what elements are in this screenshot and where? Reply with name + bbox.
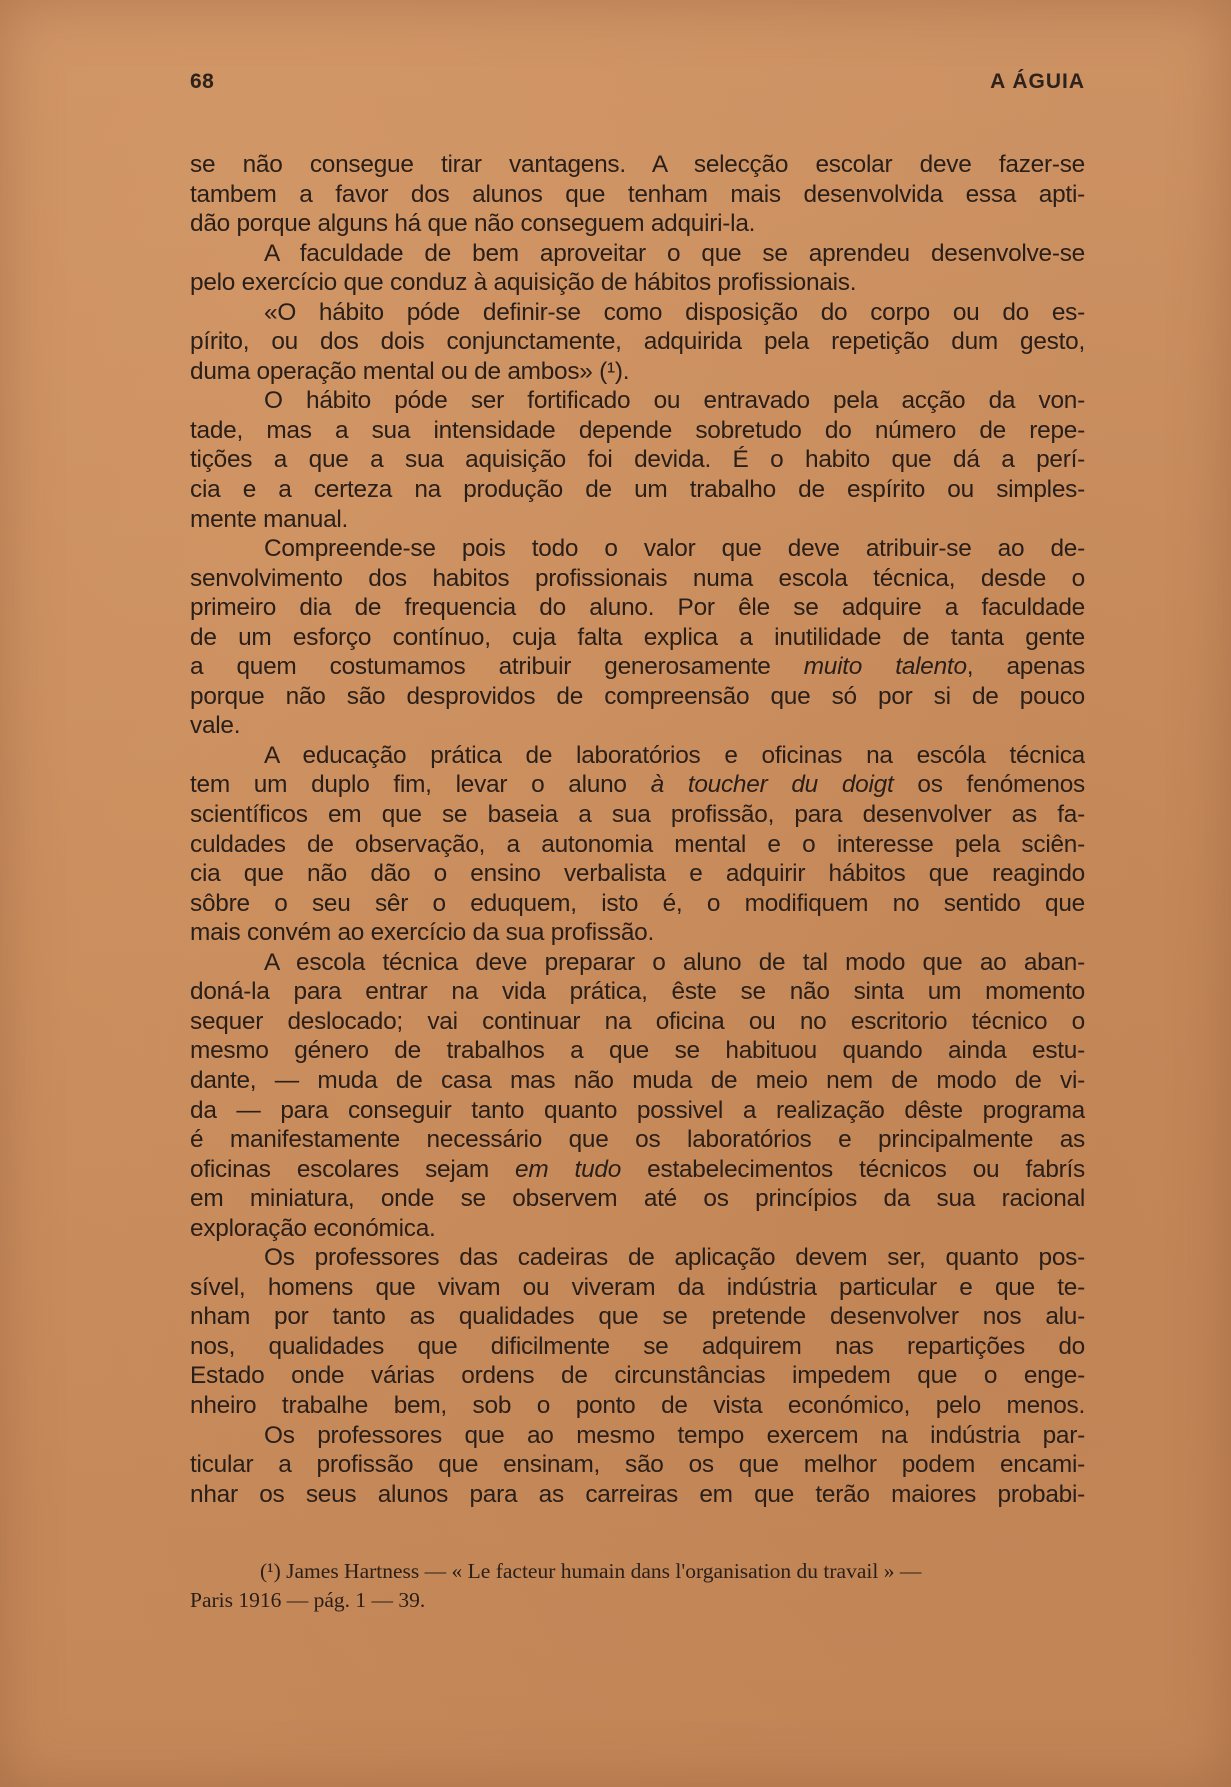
italic-phrase: à toucher du doigt bbox=[650, 771, 894, 799]
italic-phrase: em tudo bbox=[515, 1155, 622, 1183]
text-line: scientíficos em que se baseia a sua profissão, para desenvolver as fa- bbox=[190, 801, 1085, 829]
text-line: nos, qualidades que dificilmente se adquirem nas repartições do bbox=[190, 1332, 1085, 1360]
text-line: pírito, ou dos dois conjunctamente, adquirida pela repetição dum gesto, bbox=[190, 328, 1085, 356]
page-number: 68 bbox=[190, 70, 215, 93]
text-line: vale. bbox=[190, 712, 241, 740]
text-line: primeiro dia de frequencia do aluno. Por êle se adquire a faculdade bbox=[190, 594, 1085, 622]
text-line: mais convém ao exercício da sua profissão. bbox=[190, 919, 654, 947]
text-line-with-italic: tem um duplo fim, levar o aluno à toucher du doigt os fenómenos bbox=[190, 771, 1085, 799]
text-line: ticular a profissão que ensinam, são os que melhor podem encami- bbox=[190, 1451, 1085, 1479]
text-line: da — para conseguir tanto quanto possivel a realização dêste programa bbox=[190, 1096, 1085, 1124]
text-line: mesmo género de trabalhos a que se habituou quando ainda estu- bbox=[190, 1037, 1085, 1065]
text-line: sequer deslocado; vai continuar na oficina ou no escritorio técnico o bbox=[190, 1007, 1085, 1035]
text-line: nhar os seus alunos para as carreiras em que terão maiores probabi- bbox=[190, 1480, 1085, 1508]
text-line: A escola técnica deve preparar o aluno de tal modo que ao aban- bbox=[264, 948, 1085, 976]
text-line: sôbre o seu sêr o eduquem, isto é, o modifiquem no sentido que bbox=[190, 889, 1085, 917]
text-line: em miniatura, onde se observem até os princípios da sua racional bbox=[190, 1185, 1085, 1213]
body-text bbox=[190, 150, 1085, 1509]
text-line: dante, — muda de casa mas não muda de meio nem de modo de vi- bbox=[190, 1066, 1085, 1094]
text-line: Estado onde várias ordens de circunstâncias impedem que o enge- bbox=[190, 1362, 1085, 1390]
text-line: de um esforço contínuo, cuja falta explica a inutilidade de tanta gente bbox=[190, 623, 1085, 651]
text-line: porque não são desprovidos de compreensão que só por si de pouco bbox=[190, 682, 1085, 710]
text-line: tições a que a sua aquisição foi devida. É o habito que dá a perí- bbox=[190, 446, 1085, 474]
text-line: nham por tanto as qualidades que se pretende desenvolver nos alu- bbox=[190, 1303, 1085, 1331]
text-line: dão porque alguns há que não conseguem adquiri-la. bbox=[190, 210, 756, 238]
text-line: sível, homens que vivam ou viveram da indústria particular e que te- bbox=[190, 1273, 1085, 1301]
text-line: doná-la para entrar na vida prática, êste se não sinta um momento bbox=[190, 978, 1085, 1006]
text-line: nheiro trabalhe bem, sob o ponto de vista económico, pelo menos. bbox=[190, 1391, 1085, 1419]
text-line: A educação prática de laboratórios e oficinas na escóla técnica bbox=[264, 741, 1085, 769]
text-line-with-italic: oficinas escolares sejam em tudo estabelecimentos técnicos ou fabrís bbox=[190, 1155, 1085, 1183]
text-line: culdades de observação, a autonomia mental e o interesse pela sciên- bbox=[190, 830, 1085, 858]
italic-phrase: muito talento bbox=[803, 653, 967, 681]
text-line: duma operação mental ou de ambos» (¹). bbox=[190, 357, 630, 385]
text-line: é manifestamente necessário que os laboratórios e principalmente as bbox=[190, 1126, 1085, 1154]
text-line: Os professores das cadeiras de aplicação devem ser, quanto pos- bbox=[264, 1244, 1085, 1272]
text-line: senvolvimento dos habitos profissionais numa escola técnica, desde o bbox=[190, 564, 1085, 592]
text-line: A faculdade de bem aproveitar o que se aprendeu desenvolve-se bbox=[264, 239, 1085, 267]
text-line: tade, mas a sua intensidade depende sobretudo do número de repe- bbox=[190, 416, 1085, 444]
text-line-with-italic: a quem costumamos atribuir generosamente muito talento, apenas bbox=[190, 653, 1085, 681]
running-title: A ÁGUIA bbox=[990, 70, 1085, 93]
text-line: cia que não dão o ensino verbalista e adquirir hábitos que reagindo bbox=[190, 860, 1085, 888]
text-line: se não consegue tirar vantagens. A selecção escolar deve fazer-se bbox=[190, 151, 1085, 178]
text-line: «O hábito póde definir-se como disposição do corpo ou do es- bbox=[264, 298, 1085, 326]
page-header bbox=[190, 70, 1085, 100]
footnote-line: Paris 1916 — pág. 1 — 39. bbox=[190, 1588, 426, 1612]
text-line: tambem a favor dos alunos que tenham mais desenvolvida essa apti- bbox=[190, 180, 1085, 208]
text-line: mente manual. bbox=[190, 505, 349, 533]
text-line: exploração económica. bbox=[190, 1214, 436, 1242]
footnote-line: (¹) James Hartness — « Le facteur humain dans l'organisation du travail » — bbox=[260, 1559, 922, 1583]
text-line: Compreende-se pois todo o valor que deve atribuir-se ao de- bbox=[264, 535, 1085, 563]
footnotes bbox=[190, 1557, 1085, 1615]
text-line: Os professores que ao mesmo tempo exercem na indústria par- bbox=[264, 1421, 1085, 1449]
text-line: pelo exercício que conduz à aquisição de hábitos profissionais. bbox=[190, 269, 857, 297]
text-line: cia e a certeza na produção de um trabalho de espírito ou simples- bbox=[190, 476, 1085, 504]
text-line: O hábito póde ser fortificado ou entravado pela acção da von- bbox=[264, 387, 1085, 415]
